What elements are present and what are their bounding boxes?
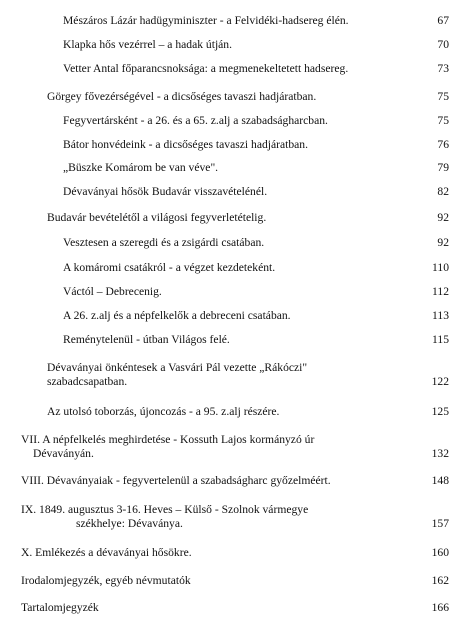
toc-entry-title bbox=[63, 62, 348, 76]
toc-entry-title-line: Mészáros Lázár hadügyminiszter - a Felvidéki-hadsereg élén. bbox=[63, 14, 349, 27]
toc-entry-title bbox=[63, 261, 275, 275]
toc-entry-title bbox=[63, 309, 291, 323]
toc-entry-title bbox=[63, 236, 264, 250]
toc-entry-title-line: Dévaványai hősök Budavár visszavételénél. bbox=[63, 185, 268, 198]
toc-entry-page-number: 70 bbox=[437, 38, 449, 51]
toc-entry-page-number: 82 bbox=[437, 185, 449, 198]
toc-entry-title-line: Budavár bevételétől a világosi fegyverletételig. bbox=[47, 211, 267, 224]
toc-entry-page-number: 92 bbox=[437, 236, 449, 249]
toc-entry-title bbox=[63, 38, 232, 52]
toc-entry-title bbox=[21, 601, 99, 615]
toc-entry-page-number: 166 bbox=[431, 601, 449, 614]
toc-entry-page-number: 67 bbox=[437, 14, 449, 27]
toc-entry-title-line: A komáromi csatákról - a végzet kezdeteként. bbox=[63, 261, 276, 274]
toc-entry-title-line: Dévaványán. bbox=[33, 447, 94, 460]
toc-entry-title bbox=[47, 361, 307, 389]
toc-entry-title-line: Tartalomjegyzék bbox=[21, 601, 99, 614]
toc-entry-title bbox=[47, 90, 316, 104]
toc-entry-title-line: Klapka hős vezérrel – a hadak útján. bbox=[63, 38, 233, 51]
toc-entry-page-number: 92 bbox=[437, 211, 449, 224]
toc-entry-page-number: 122 bbox=[431, 375, 449, 388]
toc-entry-title bbox=[63, 333, 230, 347]
toc-entry-title bbox=[21, 433, 314, 461]
toc-entry-page-number: 112 bbox=[432, 285, 449, 298]
toc-entry-title-line: Az utolsó toborzás, újoncozás - a 95. z.alj részére. bbox=[47, 405, 280, 418]
toc-entry-title-line: Vetter Antal főparancsnoksága: a megmenekeltetett hadsereg. bbox=[63, 62, 349, 75]
toc-entry-page-number: 73 bbox=[437, 62, 449, 75]
toc-entry-title bbox=[63, 114, 328, 128]
toc-entry-page-number: 75 bbox=[437, 90, 449, 103]
toc-entry-title-line: Váctól – Debrecenig. bbox=[63, 285, 162, 298]
toc-entry-title-line: szabadcsapatban. bbox=[47, 375, 128, 388]
toc-entry-title-line: A 26. z.alj és a népfelkelők a debreceni csatában. bbox=[63, 309, 291, 322]
toc-entry-page-number: 132 bbox=[431, 447, 449, 460]
toc-entry-title-line: Fegyvertársként - a 26. és a 65. z.alj a szabadságharcban. bbox=[63, 114, 328, 127]
toc-entry-page-number: 160 bbox=[431, 546, 449, 559]
toc-entry-title-line: X. Emlékezés a dévaványai hősökre. bbox=[21, 546, 192, 559]
toc-entry-page-number: 110 bbox=[432, 261, 449, 274]
toc-entry-page-number: 76 bbox=[437, 138, 449, 151]
toc-entry-title bbox=[63, 14, 349, 28]
toc-entry-page-number: 162 bbox=[431, 574, 449, 587]
toc-entry-title-line: Irodalomjegyzék, egyéb névmutatók bbox=[21, 574, 191, 587]
toc-entry-title bbox=[63, 285, 162, 299]
toc-entry-title bbox=[21, 503, 308, 531]
toc-entry-title-line: Bátor honvédeink - a dicsőséges tavaszi hadjáratban. bbox=[63, 138, 308, 151]
toc-entry-title-line: Görgey fővezérségével - a dicsőséges tavaszi hadjáratban. bbox=[47, 90, 317, 103]
toc-entry-title bbox=[47, 211, 266, 225]
toc-entry-page-number: 113 bbox=[432, 309, 449, 322]
toc-entry-title-line: VII. A népfelkelés meghirdetése - Kossuth Lajos kormányzó úr bbox=[21, 433, 315, 446]
toc-entry-title bbox=[47, 405, 279, 419]
toc-entry-title-line: IX. 1849. augusztus 3-16. Heves – Külső - Szolnok vármegye bbox=[21, 503, 309, 516]
toc-entry-title bbox=[21, 574, 191, 588]
toc-entry-page-number: 75 bbox=[437, 114, 449, 127]
toc-entry-page-number: 115 bbox=[432, 333, 449, 346]
toc-entry-title bbox=[21, 546, 192, 560]
toc-entry-title-line: VIII. Dévaványaiak - fegyvertelenül a szabadságharc győzelméért. bbox=[21, 474, 331, 487]
toc-entry-page-number: 157 bbox=[431, 517, 449, 530]
toc-entry-title-line: székhelye: Dévaványa. bbox=[76, 517, 183, 530]
toc-entry-title bbox=[63, 161, 218, 175]
toc-entry-title-line: Vesztesen a szeregdi és a zsigárdi csatában. bbox=[63, 236, 265, 249]
toc-entry-page-number: 125 bbox=[431, 405, 449, 418]
toc-entry-title-line: „Büszke Komárom be van véve". bbox=[63, 161, 219, 174]
toc-entry-page-number: 148 bbox=[431, 474, 449, 487]
toc-entry-title bbox=[21, 474, 331, 488]
toc-entry-title-line: Reménytelenül - útban Világos felé. bbox=[63, 333, 230, 346]
toc-entry-title-line: Dévaványai önkéntesek a Vasvári Pál vezette „Rákóczi" bbox=[47, 361, 308, 374]
toc-entry-title bbox=[63, 185, 267, 199]
toc-entry-title bbox=[63, 138, 308, 152]
toc-entry-page-number: 79 bbox=[437, 161, 449, 174]
